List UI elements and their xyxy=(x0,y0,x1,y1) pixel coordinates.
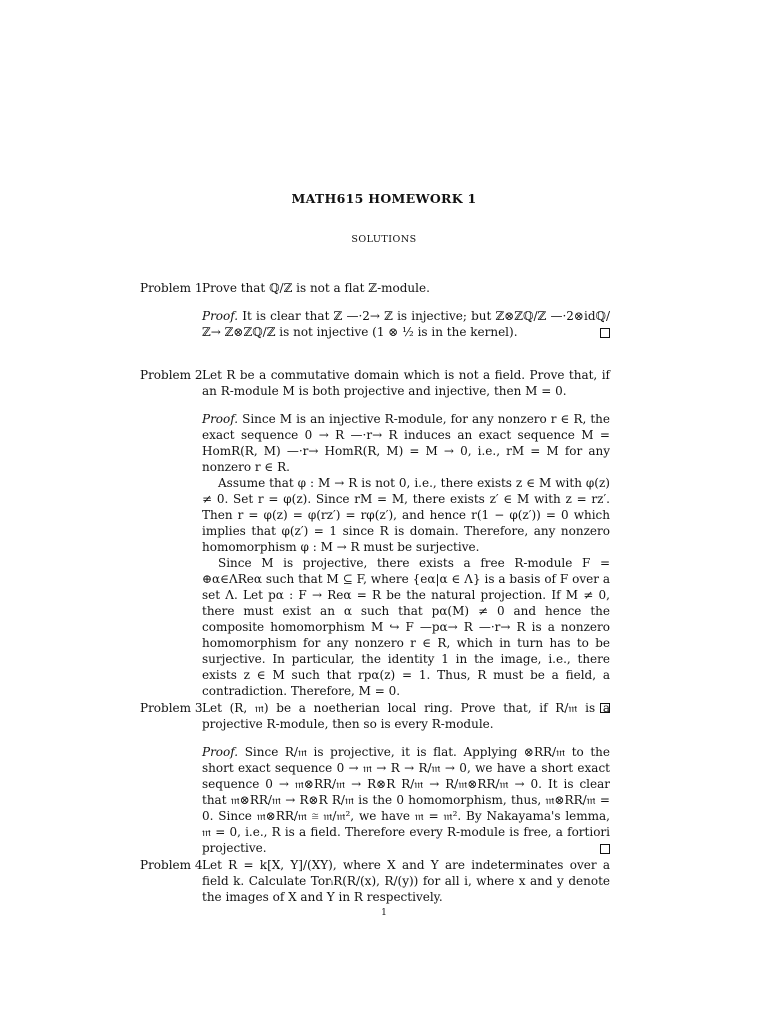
proof-paragraph: Since M is projective, there exists a free R-module F = ⊕α∈ΛReα such that M ⊆ F, where {eα|α ∈ Λ} is a basis of F over a set Λ. Let pα : F → Reα = R be the natural projection. If M ≠ 0, there must exist an α such that pα(M) ≠ 0 and hence the composite homomorphism M ↪ F —pα→ R —·r→ R is a nonzero homomorphism for any nonzero r ∈ R, which in turn has to be surjective. In particular, the identity 1 in the image, i.e., there exists z ∈ M such that rpα(z) = 1. Thus, R must be a field, a contradiction. Therefore, M = 0. xyxy=(202,556,610,698)
proof-block xyxy=(202,308,610,340)
proof-paragraph: Assume that φ : M → R is not 0, i.e., there exists z ∈ M with φ(z) ≠ 0. Set r = φ(z). Since rM = M, there exists z′ ∈ M with z = rz′. Then r = φ(z) = φ(rz′) = rφ(z′), and hence r(1 − φ(z′)) = 0 which implies that φ(z′) = 1 since R is domain. Therefore, any nonzero homomorphism φ : M → R must be surjective. xyxy=(202,476,610,554)
problem-2 xyxy=(140,367,610,717)
qed-symbol xyxy=(600,328,610,338)
problem-statement: Prove that ℚ/ℤ is not a flat ℤ-module. xyxy=(202,281,430,295)
proof-lead: Proof. xyxy=(202,412,239,426)
proof-paragraph: It is clear that ℤ —·2→ ℤ is injective; but ℤ⊗ℤℚ/ℤ —·2⊗idℚ/ℤ→ ℤ⊗ℤℚ/ℤ is not injective (1 ⊗ ½ is in the kernel). xyxy=(202,309,610,339)
problem-statement: Let R be a commutative domain which is not a field. Prove that, if an R-module M is both projective and injective, then M = 0. xyxy=(202,368,610,398)
page-number: 1 xyxy=(381,908,387,918)
proof-paragraph: Since R/𝔪 is projective, it is flat. Applying ⊗RR/𝔪 to the short exact sequence 0 → 𝔪 → R → R/𝔪 → 0, we have a short exact sequence 0 → 𝔪⊗RR/𝔪 → R⊗R R/𝔪 → R/𝔪⊗RR/𝔪 → 0. It is clear that 𝔪⊗RR/𝔪 → R⊗R R/𝔪 is the 0 homomorphism, thus, 𝔪⊗RR/𝔪 = 0. Since 𝔪⊗RR/𝔪 ≅ 𝔪/𝔪², we have 𝔪 = 𝔪². By Nakayama's lemma, 𝔪 = 0, i.e., R is a field. Therefore every R-module is free, a fortiori projective. xyxy=(202,745,610,855)
problem-statement: Let R = k[X, Y]/(XY), where X and Y are indeterminates over a field k. Calculate TorᵢR(R/(x), R/(y)) for all i, where x and y denote the images of X and Y in R respectively. xyxy=(202,858,610,904)
qed-symbol xyxy=(600,844,610,854)
problem-label: Problem 2 xyxy=(140,368,203,382)
problem-label: Problem 1 xyxy=(140,281,203,295)
problem-statement: Let (R, 𝔪) be a noetherian local ring. Prove that, if R/𝔪 is a projective R-module, then so is every R-module. xyxy=(202,701,610,731)
proof-block xyxy=(202,744,610,856)
proof-lead: Proof. xyxy=(202,309,239,323)
problem-label: Problem 4 xyxy=(140,858,203,872)
document-title: MATH615 HOMEWORK 1 xyxy=(291,191,477,206)
problem-3 xyxy=(140,700,610,856)
problem-label: Problem 3 xyxy=(140,701,203,715)
document-subtitle: SOLUTIONS xyxy=(351,234,417,245)
proof-block xyxy=(202,411,610,717)
problem-1 xyxy=(140,280,610,340)
proof-paragraph: Since M is an injective R-module, for any nonzero r ∈ R, the exact sequence 0 → R —·r→ R induces an exact sequence M = HomR(R, M) —·r→ HomR(R, M) = M → 0, i.e., rM = M for any nonzero r ∈ R. xyxy=(202,412,610,474)
problem-4 xyxy=(140,857,610,905)
proof-lead: Proof. xyxy=(202,745,239,759)
